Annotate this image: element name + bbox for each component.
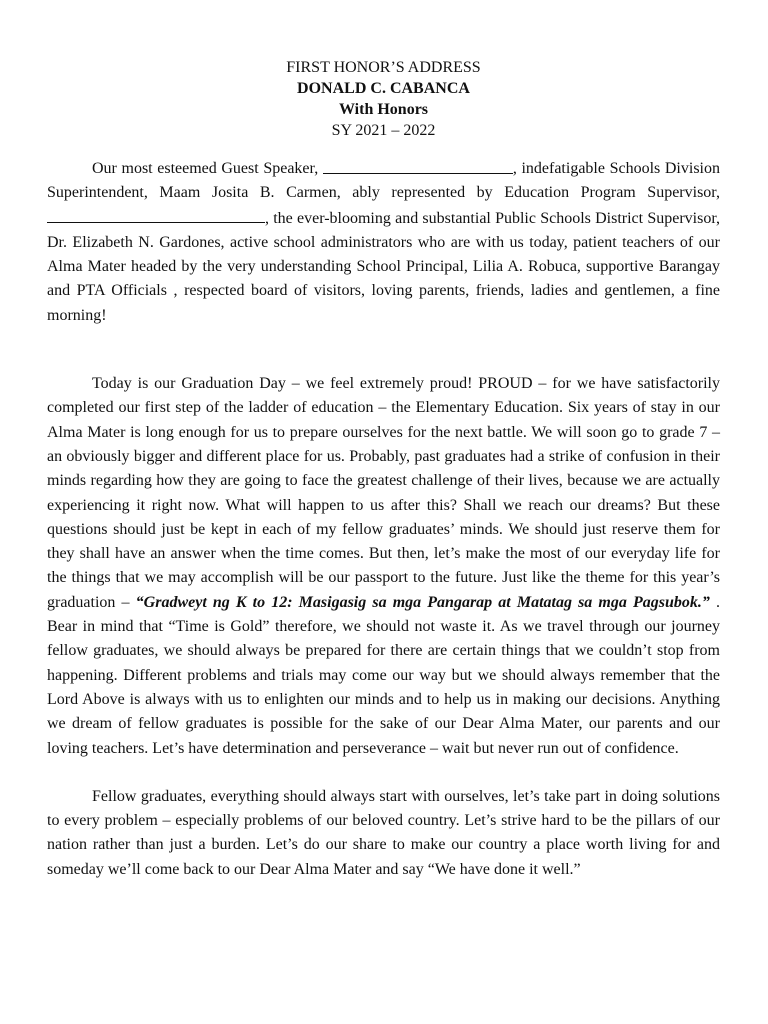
greetings-text-3: , the ever-blooming and substantial Public Schools District Supervisor, Dr. Elizabeth N. Gardones, active school administrators who are with us today, patient teachers of our Alma Mater headed by the very understanding School Principal, Lilia A. Robuca, supportive Barangay and PTA Officials , respected board of visitors, loving parents, friends, ladies and gentlemen, a fine morning! xyxy=(47,209,720,324)
paragraph-closing: Fellow graduates, everything should always start with ourselves, let’s take part in doing solutions to every problem – especially problems of our beloved country. Let’s strive hard to be the pillars of our nation rather than just a burden. Let’s do our share to make our country a place worth living for and someday we’ll come back to our Dear Alma Mater and say “We have done it well.” xyxy=(47,787,720,878)
guest-speaker-blank xyxy=(323,157,513,174)
document-page xyxy=(47,57,720,882)
graduation-theme: “Gradweyt ng K to 12: Masigasig sa mga Pangarap at Matatag sa mga Pagsubok.” xyxy=(135,593,710,611)
graduation-text-1: Today is our Graduation Day – we feel extremely proud! PROUD – for we have satisfactorily completed our first step of the ladder of education – the Elementary Education. Six years of stay in our Alma Mater is long enough for us to prepare ourselves for the next battle. We will soon go to grade 7 – an obviously bigger and different place for us. Probably, past graduates had a strike of confusion in their minds regarding how they are going to face the greatest challenge of their lives, because we are actually experiencing it right now. What will happen to us after this? Shall we reach our dreams? But these questions should just be kept in each of my fellow graduates’ minds. We should just reserve them for they shall have an answer when the time comes. But then, let’s make the most of our everyday life for the things that we may accomplish will be our passport to the future. Just like the theme for this year’s graduation – xyxy=(47,375,720,611)
greetings-text-1: Our most esteemed Guest Speaker, xyxy=(92,160,323,177)
school-year: SY 2021 – 2022 xyxy=(331,122,436,139)
document-header xyxy=(47,57,720,141)
paragraph-greetings xyxy=(47,156,720,328)
address-title: FIRST HONOR’S ADDRESS xyxy=(286,59,481,76)
greetings-text-2: , indefatigable Schools Division Superintendent, Maam Josita B. Carmen, ably represented by Education Program Supervisor, xyxy=(47,160,720,202)
speaker-name: DONALD C. CABANCA xyxy=(297,80,470,97)
honor-level: With Honors xyxy=(338,101,429,118)
supervisor-blank xyxy=(47,206,265,223)
paragraph-graduation-day xyxy=(47,372,720,761)
graduation-text-2: . Bear in mind that “Time is Gold” therefore, we should not waste it. As we travel through our journey fellow graduates, we should always be prepared for there are certain things that we couldn’t stop from happening. Different problems and trials may come our way but we should always remember that the Lord Above is always with us to enlighten our minds and to help us in making our decisions. Anything we dream of fellow graduates is possible for the sake of our Dear Alma Mater, our parents and our loving teachers. Let’s have determination and perseverance – wait but never run out of confidence. xyxy=(47,593,721,757)
